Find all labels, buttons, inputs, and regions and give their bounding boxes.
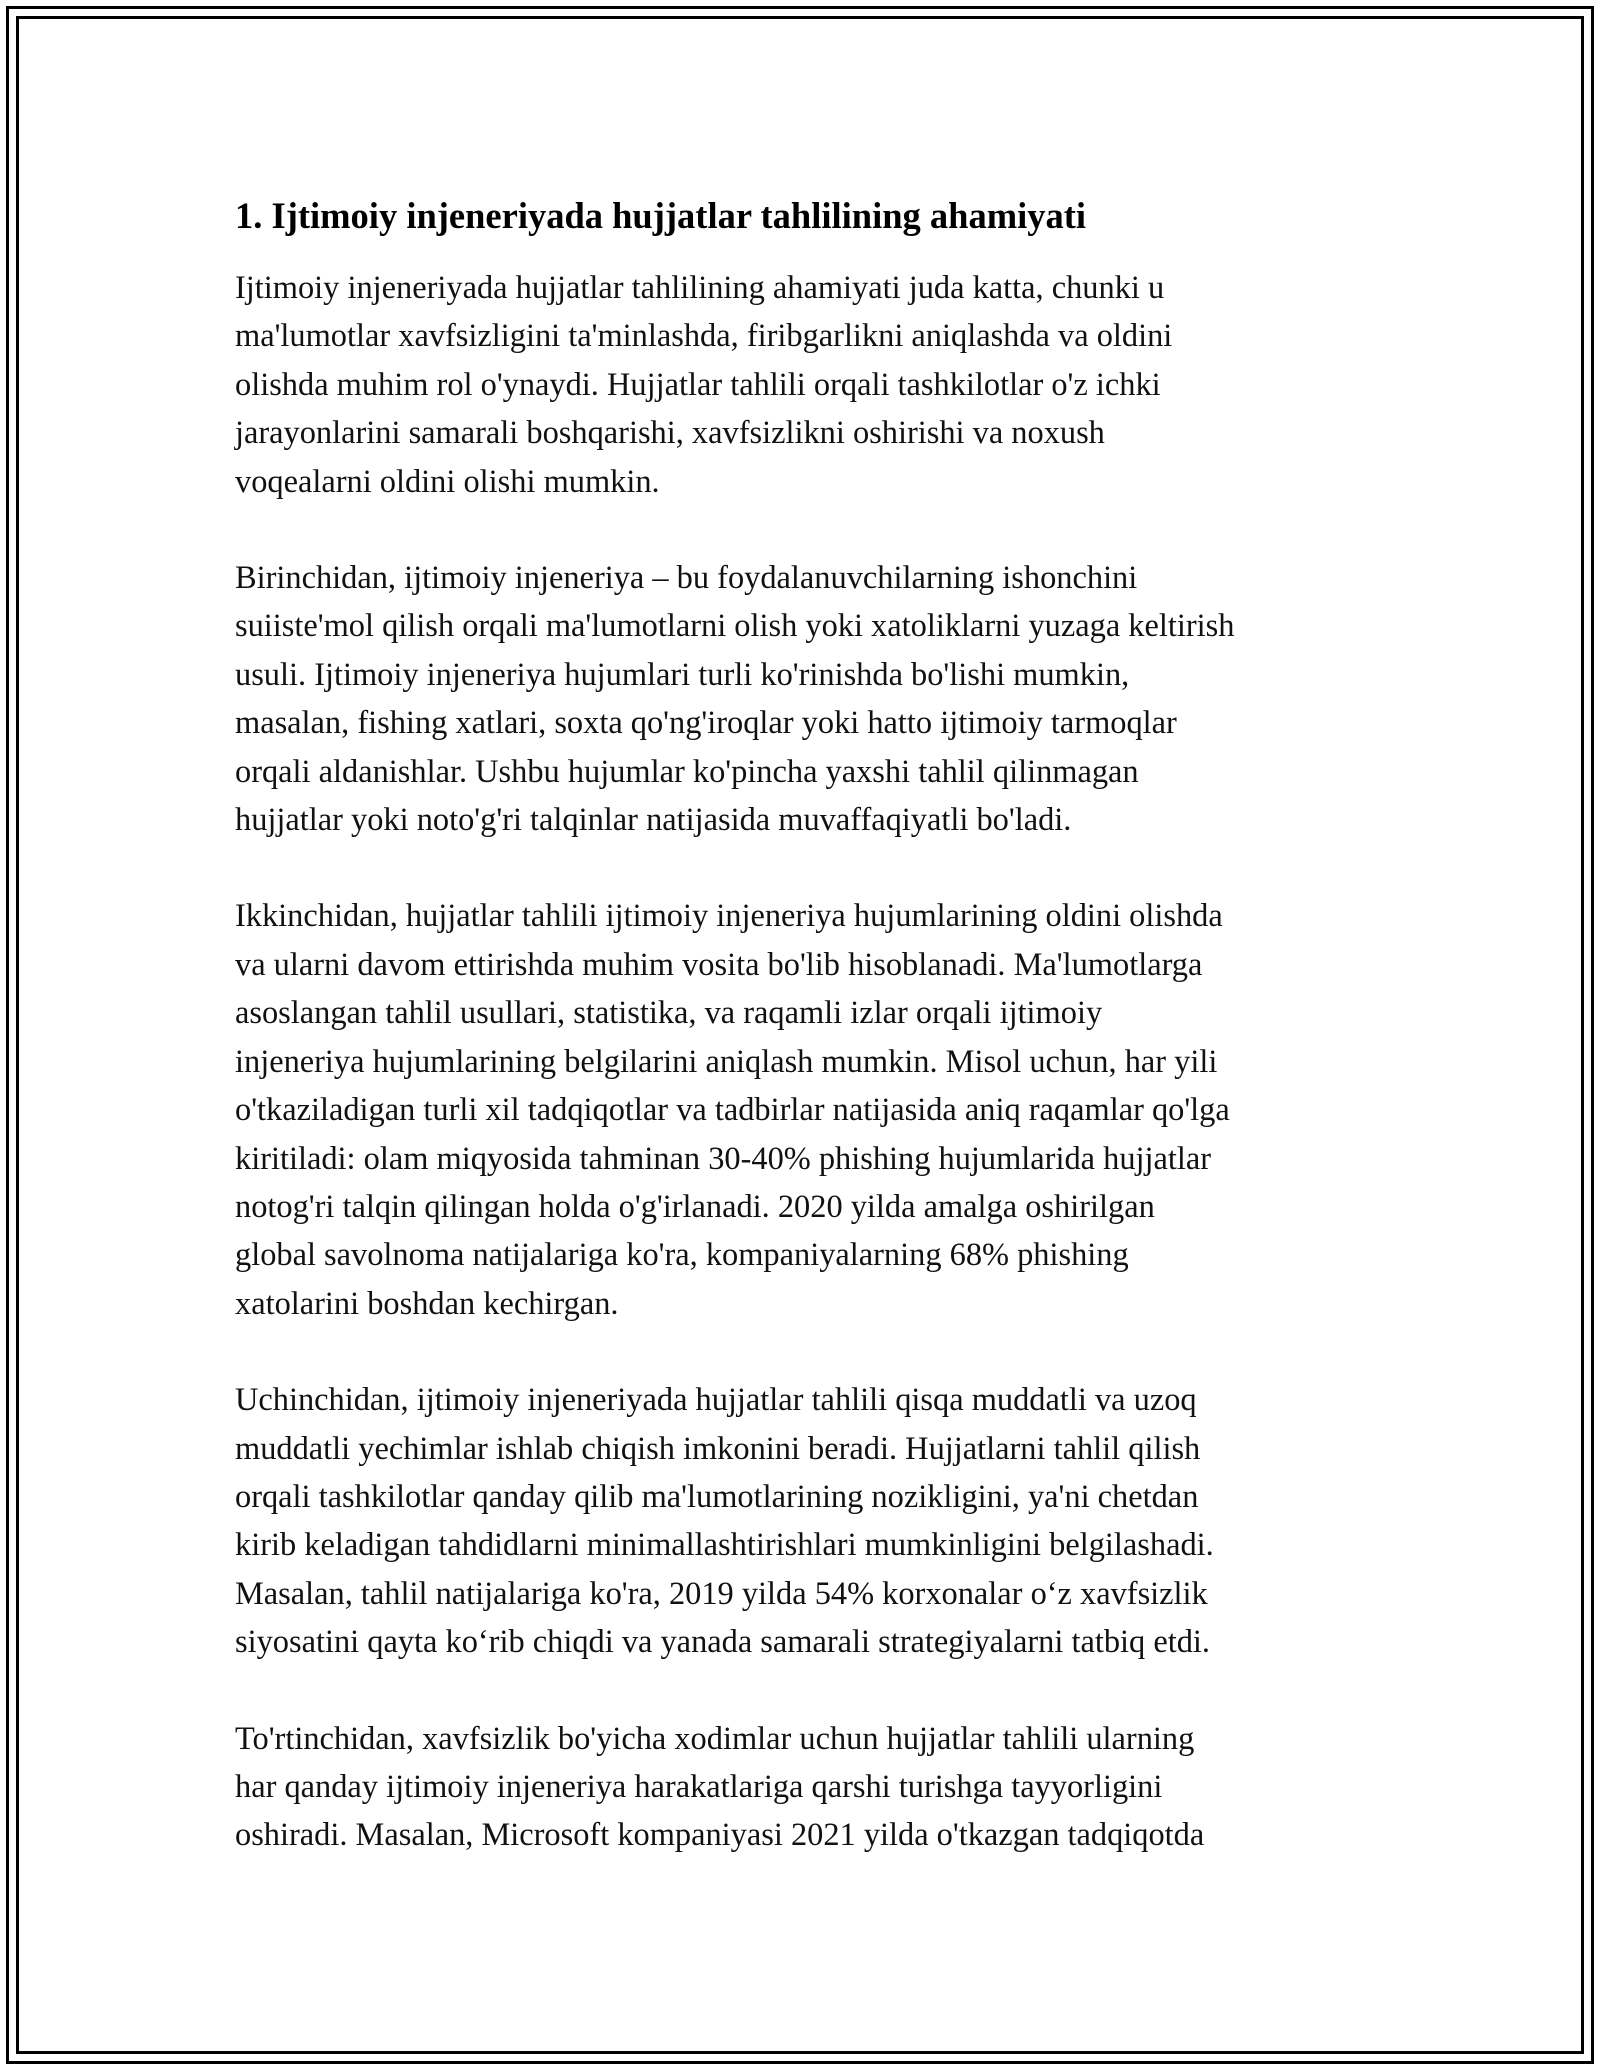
paragraph-intro: Ijtimoiy injeneriyada hujjatlar tahlilining ahamiyati juda katta, chunki u ma'lumotlar xavfsizligini ta'minlashda, firibgarlikni aniqlashda va oldini olishda muhim rol o'ynaydi. Hujjatlar tahlili orqali tashkilotlar o'z ichki jarayonlarini samarali boshqarishi, xavfsizlikni oshirishi va noxush voqealarni oldini olishi mumkin. (235, 270, 1173, 500)
paragraph-second: Ikkinchidan, hujjatlar tahlili ijtimoiy injeneriya hujumlarining oldini olishda va ularni davom ettirishda muhim vosita bo'lib hisoblanadi. Ma'lumotlarga asoslangan tahlil usullari, statistika, va raqamli izlar orqali ijtimoiy injeneriya hujumlarining belgilarini aniqlash mumkin. Misol uchun, har yili o'tkaziladigan turli xil tadqiqotlar va tadbirlar natijasida aniq raqamlar qo'lga kiritiladi: olam miqyosida tahminan 30-40% phishing hujumlarida hujjatlar notog'ri talqin qilingan holda o'g'irlanadi. 2020 yilda amalga oshirilgan global savolnoma natijalariga ko'ra, kompaniyalarning 68% phishing xatolarini boshdan kechirgan. (235, 898, 1230, 1322)
paragraph-first: Birinchidan, ijtimoiy injeneriya – bu foydalanuvchilarning ishonchini suiiste'mol qilish orqali ma'lumotlarni olish yoki xatoliklarni yuzaga keltirish usuli. Ijtimoiy injeneriya hujumlari turli ko'rinishda bo'lishi mumkin, masalan, fishing xatlari, soxta qo'ng'iroqlar yoki hatto ijtimoiy tarmoqlar orqali aldanishlar. Ushbu hujumlar ko'pincha yaxshi tahlil qilinmagan hujjatlar yoki noto'g'ri talqinlar natijasida muvaffaqiyatli bo'ladi. (235, 560, 1235, 839)
document-body (235, 188, 1375, 1908)
paragraph-fourth: To'rtinchidan, xavfsizlik bo'yicha xodimlar uchun hujjatlar tahlili ularning har qanday ijtimoiy injeneriya harakatlariga qarshi turishga tayyorligini oshiradi. Masalan, Microsoft kompaniyasi 2021 yilda o'tkazgan tadqiqotda (235, 1720, 1205, 1854)
section-heading: 1. Ijtimoiy injeneriyada hujjatlar tahlilining ahamiyati (235, 195, 1087, 236)
paragraph-third: Uchinchidan, ijtimoiy injeneriyada hujjatlar tahlili qisqa muddatli va uzoq muddatli yechimlar ishlab chiqish imkonini beradi. Hujjatlarni tahlil qilish orqali tashkilotlar qanday qilib ma'lumotlarining nozikligini, ya'ni chetdan kirib keladigan tahdidlarni minimallashtirishlari mumkinligini belgilashadi. Masalan, tahlil natijalariga ko'ra, 2019 yilda 54% korxonalar o‘z xavfsizlik siyosatini qayta ko‘rib chiqdi va yanada samarali strategiyalarni tatbiq etdi. (235, 1382, 1214, 1661)
